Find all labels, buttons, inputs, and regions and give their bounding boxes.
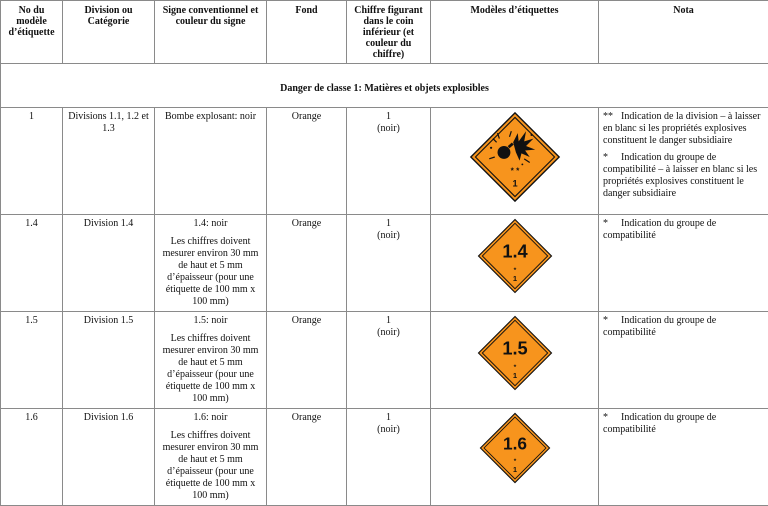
corner-figure-value: 1 xyxy=(351,412,426,424)
cell-note xyxy=(599,215,768,312)
label-stars: * xyxy=(513,458,516,465)
class-title-row xyxy=(1,64,768,108)
cell-symbol xyxy=(155,312,267,409)
cell-background: Orange xyxy=(267,312,347,409)
class-title: Danger de classe 1: Matières et objets explosibles xyxy=(1,64,768,108)
hazard-label-diamond xyxy=(477,315,553,391)
note-mark: * xyxy=(603,315,621,327)
label-division-number: 1.5 xyxy=(502,338,527,359)
hazard-label-diamond xyxy=(479,412,551,484)
header-models: Modèles d’étiquettes xyxy=(431,1,599,64)
corner-figure-value: 1 xyxy=(351,315,426,327)
header-corner-figure: Chiffre figurant dans le coin inférieur (et couleur du chiffre) xyxy=(347,1,431,64)
note-text: Indication du groupe de compatibilité xyxy=(603,218,716,241)
label-class-digit: 1 xyxy=(512,371,517,380)
cell-symbol xyxy=(155,409,267,506)
note-text: Indication du groupe de compatibilité xyxy=(603,412,716,435)
cell-model-no: 1.6 xyxy=(1,409,63,506)
cell-note xyxy=(599,409,768,506)
note-item xyxy=(603,412,764,436)
cell-model-no: 1 xyxy=(1,108,63,215)
symbol-note: Les chiffres doivent mesurer environ 30 mm de haut et 5 mm d’épaisseur (pour une étiquette de 100 mm x 100 mm) xyxy=(159,430,262,502)
corner-figure-color: (noir) xyxy=(351,123,426,135)
label-division-number: 1.4 xyxy=(502,241,528,262)
label-stars: * xyxy=(513,364,516,371)
note-mark: ** xyxy=(603,111,621,123)
note-item xyxy=(603,218,764,242)
table-row xyxy=(1,312,768,409)
cell-corner-figure xyxy=(347,312,431,409)
corner-figure-color: (noir) xyxy=(351,230,426,242)
note-text: Indication de la division – à laisser en blanc si les propriétés explosives constituent le danger subsidiaire xyxy=(603,111,760,146)
cell-corner-figure xyxy=(347,215,431,312)
cell-note xyxy=(599,312,768,409)
symbol-text: 1.4: noir xyxy=(159,218,262,230)
table-row xyxy=(1,409,768,506)
cell-division: Division 1.4 xyxy=(63,215,155,312)
label-class-digit: 1 xyxy=(513,465,517,474)
label-stars: * xyxy=(513,267,516,274)
label-class-digit: 1 xyxy=(512,178,517,188)
note-mark: * xyxy=(603,218,621,230)
cell-note xyxy=(599,108,768,215)
symbol-text: 1.6: noir xyxy=(159,412,262,424)
header-symbol: Signe conventionnel et couleur du signe xyxy=(155,1,267,64)
cell-label-model xyxy=(431,312,599,409)
symbol-note: Les chiffres doivent mesurer environ 30 mm de haut et 5 mm d’épaisseur (pour une étiquette de 100 mm x 100 mm) xyxy=(159,333,262,405)
cell-label-model xyxy=(431,108,599,215)
label-division-number: 1.6 xyxy=(502,433,526,453)
cell-symbol: Bombe explosant: noir xyxy=(155,108,267,215)
table-row xyxy=(1,215,768,312)
cell-symbol xyxy=(155,215,267,312)
cell-corner-figure xyxy=(347,409,431,506)
header-division: Division ou Catégorie xyxy=(63,1,155,64)
cell-label-model xyxy=(431,409,599,506)
cell-label-model xyxy=(431,215,599,312)
symbol-text: 1.5: noir xyxy=(159,315,262,327)
header-model-no: No du modèle d’étiquette xyxy=(1,1,63,64)
cell-division: Divisions 1.1, 1.2 et 1.3 xyxy=(63,108,155,215)
label-class-digit: 1 xyxy=(512,274,517,283)
header-note: Nota xyxy=(599,1,768,64)
label-stars: * * xyxy=(510,167,520,176)
cell-model-no: 1.5 xyxy=(1,312,63,409)
cell-background: Orange xyxy=(267,409,347,506)
note-item xyxy=(603,315,764,339)
corner-figure-value: 1 xyxy=(351,218,426,230)
cell-division: Division 1.6 xyxy=(63,409,155,506)
hazard-label-diamond xyxy=(469,111,561,203)
note-mark: * xyxy=(603,152,621,164)
cell-model-no: 1.4 xyxy=(1,215,63,312)
corner-figure-value: 1 xyxy=(351,111,426,123)
note-text: Indication du groupe de compatibilité – à laisser en blanc si les propriétés explosives constituent le danger subsidiaire xyxy=(603,152,757,199)
cell-division: Division 1.5 xyxy=(63,312,155,409)
note-text: Indication du groupe de compatibilité xyxy=(603,315,716,338)
corner-figure-color: (noir) xyxy=(351,327,426,339)
cell-corner-figure xyxy=(347,108,431,215)
table-row xyxy=(1,108,768,215)
cell-background: Orange xyxy=(267,215,347,312)
header-row xyxy=(1,1,768,64)
header-background: Fond xyxy=(267,1,347,64)
note-item xyxy=(603,152,764,200)
corner-figure-color: (noir) xyxy=(351,424,426,436)
hazard-label-diamond xyxy=(477,218,553,294)
symbol-note: Les chiffres doivent mesurer environ 30 mm de haut et 5 mm d’épaisseur (pour une étiquette de 100 mm x 100 mm) xyxy=(159,236,262,308)
cell-background: Orange xyxy=(267,108,347,215)
note-item xyxy=(603,111,764,147)
note-mark: * xyxy=(603,412,621,424)
